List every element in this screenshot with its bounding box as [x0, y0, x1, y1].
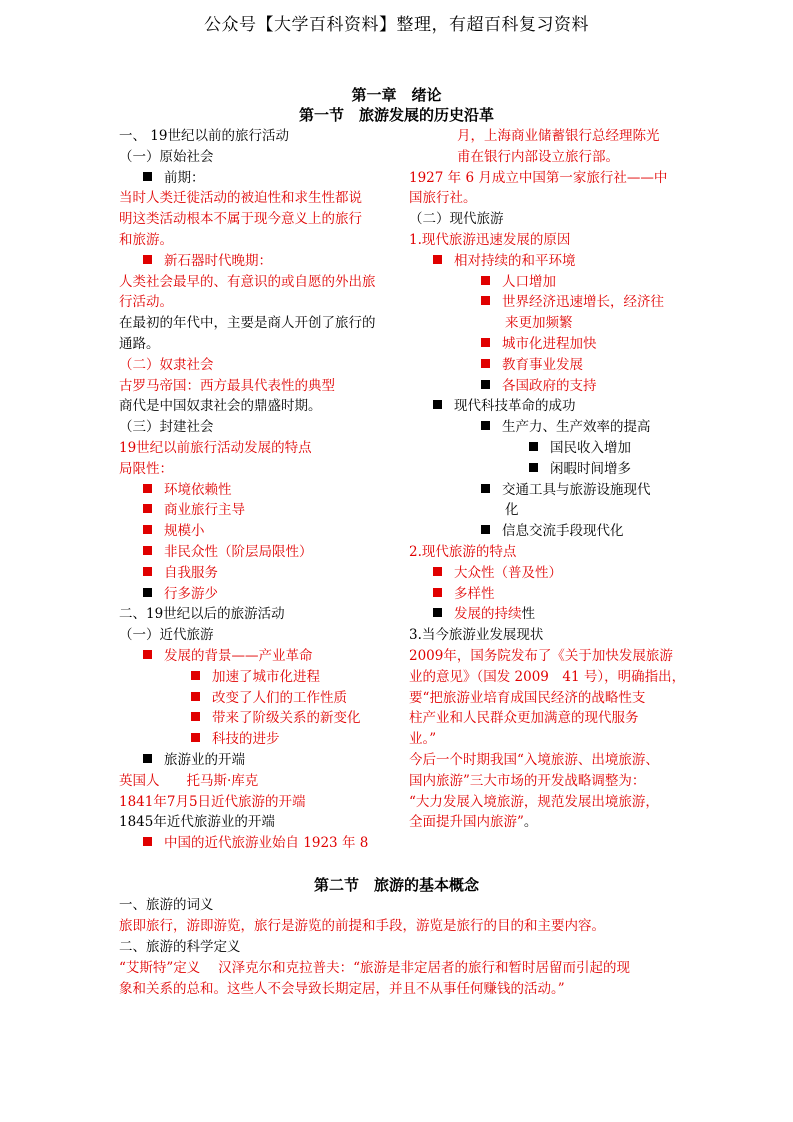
- heading: 二、19世纪以后的旅游活动: [119, 606, 285, 623]
- bullet-icon: [481, 338, 490, 347]
- bullet-icon: [143, 567, 152, 576]
- bullet-icon: [433, 588, 442, 597]
- bullet-icon: [143, 255, 152, 264]
- bullet-icon: [143, 588, 152, 597]
- text-line: 国内旅游”三大市场的开发战略调整为：: [409, 772, 646, 789]
- bullet-icon: [143, 546, 152, 555]
- text-line: “艾斯特”定义 汉泽克尔和克拉普夫：“旅游是非定居者的旅行和暂时居留而引起的现: [119, 960, 630, 976]
- list-item: 科技的进步: [119, 729, 389, 750]
- bullet-icon: [143, 754, 152, 763]
- bullet-icon: [433, 608, 442, 617]
- chapter-title: 第一章 绪论: [351, 86, 442, 104]
- bullet-icon: [191, 692, 200, 701]
- heading: 二、旅游的科学定义: [119, 939, 241, 955]
- list-item: 闲暇时间增多: [409, 459, 689, 480]
- subheading: （二）奴隶社会: [119, 356, 214, 373]
- list-item: 新石器时代晚期：: [119, 251, 389, 272]
- subheading: （一）原始社会: [119, 148, 214, 165]
- page-header: 公众号【大学百科资料】整理，有超百科复习资料: [204, 15, 589, 35]
- bullet-icon: [481, 484, 490, 493]
- subheading: （一）近代旅游: [119, 627, 214, 644]
- text-line: 明这类活动根本不属于现今意义上的旅行: [119, 211, 362, 228]
- subheading: 3.当今旅游业发展现状: [409, 627, 544, 644]
- text-line: 19世纪以前旅行活动发展的特点: [119, 439, 312, 456]
- bullet-icon: [481, 525, 490, 534]
- bullet-icon: [481, 296, 490, 305]
- bullet-icon: [191, 712, 200, 721]
- subheading: 2.现代旅游的特点: [409, 543, 517, 560]
- text-line: 旅即旅行，游即游览，旅行是游览的前提和手段，游览是旅行的目的和主要内容。: [119, 918, 605, 934]
- list-item: 交通工具与旅游设施现代: [409, 480, 689, 501]
- bullet-icon: [433, 255, 442, 264]
- bullet-icon: [529, 463, 538, 472]
- bullet-icon: [143, 837, 152, 846]
- text-line: 1841年7月5日近代旅游的开端: [119, 793, 306, 810]
- bullet-icon: [143, 484, 152, 493]
- list-item: 国民收入增加: [409, 438, 689, 459]
- section2-body: [119, 895, 679, 1000]
- text-line: 通路。: [119, 335, 160, 352]
- bullet-icon: [143, 525, 152, 534]
- list-item: 世界经济迅速增长，经济往: [409, 292, 689, 313]
- bullet-icon: [529, 442, 538, 451]
- list-item: 人口增加: [409, 272, 689, 293]
- list-item: 改变了人们的工作性质: [119, 688, 389, 709]
- text-line: 国旅行社。: [409, 190, 477, 207]
- list-item: 大众性（普及性）: [409, 563, 689, 584]
- list-item: 商业旅行主导: [119, 500, 389, 521]
- text-line: 甫在银行内部设立旅行部。: [457, 148, 619, 165]
- text-line: 要“把旅游业培育成国民经济的战略性支: [409, 689, 646, 706]
- text-line: “大力发展入境旅游，规范发展出境旅游，: [409, 793, 659, 810]
- list-item: 信息交流手段现代化: [409, 521, 689, 542]
- list-item: 加速了城市化进程: [119, 667, 389, 688]
- section2-title: 第二节 旅游的基本概念: [313, 876, 479, 894]
- text-line: 当时人类迁徙活动的被迫性和求生性都说: [119, 190, 362, 207]
- heading: 一、旅游的词义: [119, 897, 214, 913]
- list-item: 旅游业的开端: [119, 750, 389, 771]
- list-item: 带来了阶级关系的新变化: [119, 708, 389, 729]
- list-item: 非民众性（阶层局限性）: [119, 542, 389, 563]
- text-line: 月，上海商业储蓄银行总经理陈光: [457, 128, 660, 144]
- list-item: 城市化进程加快: [409, 334, 689, 355]
- bullet-icon: [433, 400, 442, 409]
- text-line: 1845年近代旅游业的开端: [119, 814, 275, 831]
- text-line: 象和关系的总和。这些人不会导致长期定居，并且不从事任何赚钱的活动。”: [119, 981, 565, 997]
- bullet-icon: [481, 421, 490, 430]
- text-line: 来更加频繁: [505, 315, 573, 332]
- text-line: 古罗马帝国：西方最具代表性的典型: [119, 377, 335, 394]
- text-line: 人类社会最早的、有意识的或自愿的外出旅: [119, 273, 376, 290]
- subheading: 1.现代旅游迅速发展的原因: [409, 231, 571, 248]
- list-item: 发展的背景——产业革命: [119, 646, 389, 667]
- bullet-icon: [481, 276, 490, 285]
- list-item: 相对持续的和平环境: [409, 251, 689, 272]
- bullet-icon: [481, 359, 490, 368]
- bullet-icon: [143, 172, 152, 181]
- text-line: 行活动。: [119, 294, 173, 311]
- bullet-icon: [191, 733, 200, 742]
- bullet-icon: [143, 650, 152, 659]
- subheading: （二）现代旅游: [409, 211, 504, 228]
- list-item: 多样性: [409, 584, 689, 605]
- list-item: 发展的持续性: [409, 604, 689, 625]
- subheading: （三）封建社会: [119, 419, 214, 436]
- list-item: 行多游少: [119, 584, 389, 605]
- text-line: 商代是中国奴隶社会的鼎盛时期。: [119, 398, 322, 415]
- list-item: 生产力、生产效率的提高: [409, 417, 689, 438]
- section1-title: 第一节 旅游发展的历史沿革: [298, 106, 494, 124]
- text-line: 和旅游。: [119, 231, 173, 248]
- bullet-icon: [481, 380, 490, 389]
- left-column: [119, 126, 389, 854]
- text-line: 化: [505, 502, 519, 519]
- list-item: 环境依赖性: [119, 480, 389, 501]
- text-line: 1927 年 6 月成立中国第一家旅行社——中: [409, 169, 668, 186]
- text-line: 业的意见》（国发 2009 41 号），明确指出，: [409, 668, 686, 685]
- bullet-icon: [191, 671, 200, 680]
- right-column: [409, 126, 689, 833]
- text-line: 全面提升国内旅游”。: [409, 814, 538, 831]
- text-line: 今后一个时期我国“入境旅游、出境旅游、: [409, 751, 659, 768]
- list-item: 现代科技革命的成功: [409, 396, 689, 417]
- bullet-icon: [433, 567, 442, 576]
- list-item: 前期：: [119, 168, 389, 189]
- list-item: 规模小: [119, 521, 389, 542]
- list-item: 自我服务: [119, 563, 389, 584]
- bullet-icon: [143, 504, 152, 513]
- text-line: 在最初的年代中，主要是商人开创了旅行的: [119, 315, 376, 332]
- list-item: 教育事业发展: [409, 355, 689, 376]
- list-item: 中国的近代旅游业始自 1923 年 8: [119, 833, 389, 854]
- list-item: 各国政府的支持: [409, 376, 689, 397]
- heading: 一、 19世纪以前的旅行活动: [119, 128, 289, 144]
- text-line: 局限性：: [119, 460, 173, 477]
- text-line: 业。”: [409, 731, 437, 748]
- text-line: 英国人 托马斯·库克: [119, 772, 259, 789]
- text-line: 柱产业和人民群众更加满意的现代服务: [409, 710, 639, 727]
- text-line: 2009年，国务院发布了《关于加快发展旅游: [409, 647, 673, 664]
